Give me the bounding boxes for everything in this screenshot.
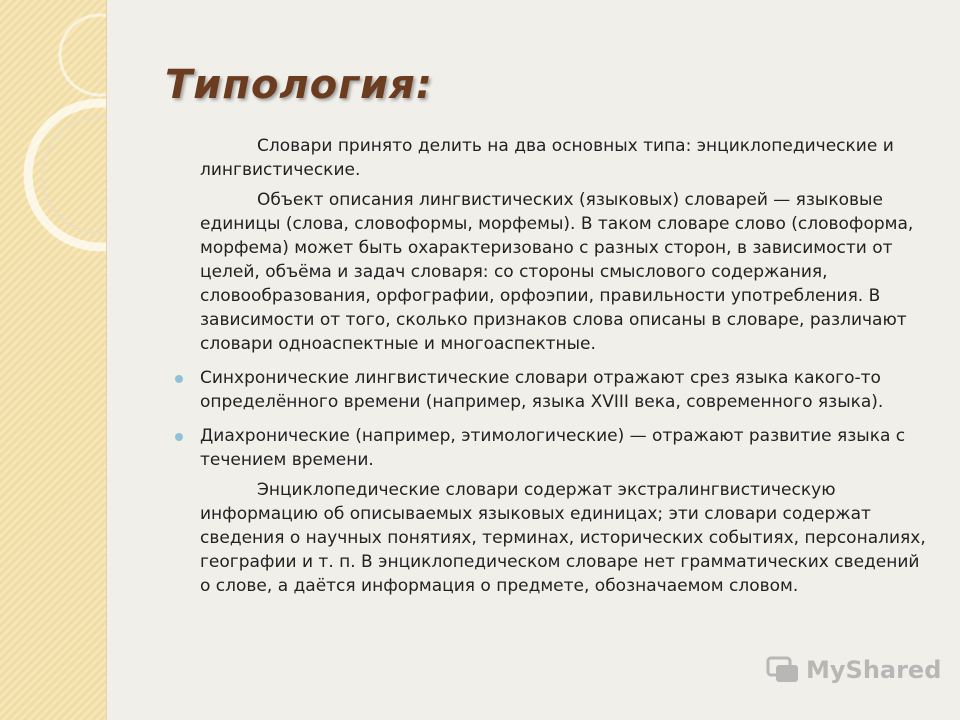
bullet-diachronic (175, 424, 927, 472)
bullet-synchronic (175, 366, 927, 414)
decorative-sidebar (0, 0, 107, 720)
slide-title: Типология: (165, 62, 433, 108)
slide-content (175, 134, 927, 604)
myshared-logo-icon (766, 655, 800, 685)
paragraph-intro: Словари принято делить на два основных типа: энциклопедические и лингвистические. (200, 136, 894, 180)
bullet-dot-icon (175, 375, 183, 383)
bullet-dot-icon (175, 433, 183, 441)
paragraph-linguistic-object: Объект описания лингвистических (языковых) словарей — языковые единицы (слова, словоформы, морфемы). В таком словаре слово (словоформа, морфема) может быть охарактеризовано с разных сторон, в зависимости от целей, объёма и задач словаря: со стороны смыслового содержания, словообразования, орфографии, орфоэпии, правильности употребления. В зависимости от того, сколько признаков слова описаны в словаре, различают словари одноаспектные и многоаспектные. (200, 190, 914, 354)
decorative-circles-icon (0, 0, 106, 720)
paragraph-encyclopedic: Энциклопедические словари содержат экстралингвистическую информацию об описываемых языковых единицах; эти словари содержат сведения о научных понятиях, терминах, исторических событиях, персоналиях, географии и т. п. В энциклопедическом словаре нет грамматических сведений о слове, а даётся информация о предмете, обозначаемом словом. (200, 480, 926, 596)
watermark-text: MyShared (806, 656, 942, 684)
bullet-synchronic-text: Синхронические лингвистические словари отражают срез языка какого-то определённого времени (например, языка XVIII века, современного языка). (200, 368, 884, 412)
bullet-diachronic-text: Диахронические (например, этимологические) — отражают развитие языка с течением времени. (200, 426, 906, 470)
myshared-watermark (766, 655, 941, 685)
